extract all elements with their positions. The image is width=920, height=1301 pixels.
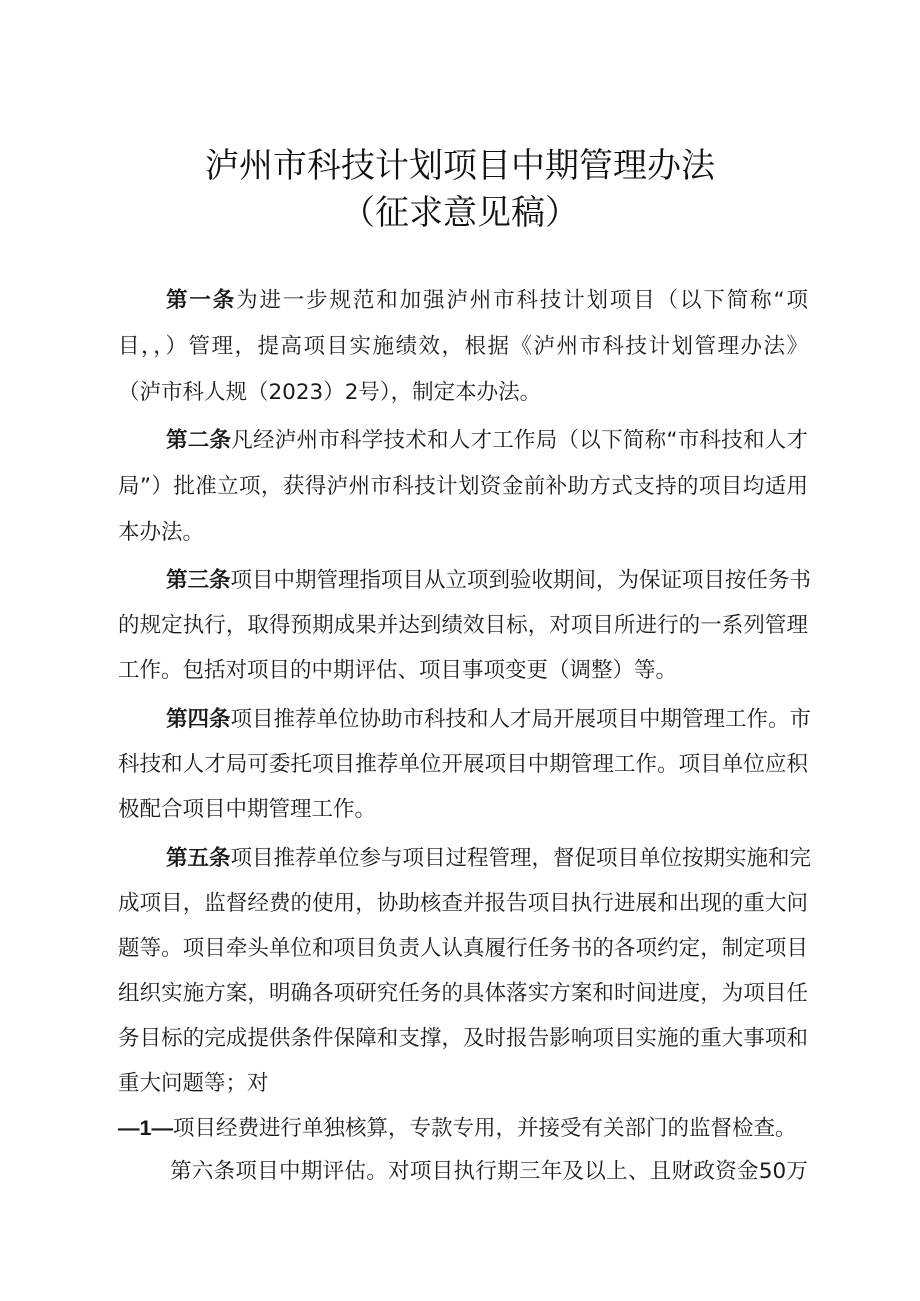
article-3-heading: 第三条 (166, 568, 231, 593)
article-5-heading: 第五条 (166, 846, 231, 871)
article-1-line-2: 目，，）管理，提高项目实施绩效，根据《泸州市科技计划管理办法》 (118, 334, 808, 359)
article-4-line-2: 科技和人才局可委托项目推荐单位开展项目中期管理工作。项目单位应积 (118, 752, 808, 777)
article-4-line-3: 极配合项目中期管理工作。 (118, 797, 377, 822)
article-2-line-3: 本办法。 (118, 520, 205, 545)
page-break-text: 项目经费进行单独核算，专款专用，并接受有关部门的监督检查。 (172, 1116, 797, 1141)
article-5-line-3: 题等。项目牵头单位和项目负责人认真履行任务书的各项约定，制定项目 (118, 936, 808, 961)
article-1-line-3: （泸市科人规（2023）2号），制定本办法。 (118, 380, 542, 405)
article-1-heading: 第一条 (166, 288, 237, 313)
article-5-line-1: 第五条项目推荐单位参与项目过程管理，督促项目单位按期实施和完 (166, 846, 812, 871)
article-3-line-1: 第三条项目中期管理指项目从立项到验收期间，为保证项目按任务书 (166, 568, 812, 593)
article-4-heading: 第四条 (166, 707, 231, 732)
article-6-line-1: 第六条项目中期评估。对项目执行期三年及以上、且财政资金50万 (170, 1159, 808, 1184)
article-5-line-2: 成项目，监督经费的使用，协助核查并报告项目执行进展和出现的重大问 (118, 891, 808, 916)
page-number-marker: —1— (118, 1116, 173, 1140)
article-5-line-6: 重大问题等；对 (118, 1071, 269, 1096)
article-3-line-3: 工作。包括对项目的中期评估、项目事项变更（调整）等。 (118, 658, 678, 683)
article-5-line-4: 组织实施方案，明确各项研究任务的具体落实方案和时间进度，为项目任 (118, 981, 808, 1006)
article-3-line-2: 的规定执行，取得预期成果并达到绩效目标，对项目所进行的一系列管理 (118, 613, 808, 638)
article-2-line-2: 局”）批准立项，获得泸州市科技计划资金前补助方式支持的项目均适用 (118, 474, 808, 499)
article-2-line-1: 第二条凡经泸州市科学技术和人才工作局（以下简称“市科技和人才 (166, 428, 808, 453)
page-break-line (118, 1113, 796, 1144)
document-subtitle: （征求意见稿） (341, 193, 579, 233)
document-title: 泸州市科技计划项目中期管理办法 (205, 146, 715, 186)
article-2-heading: 第二条 (166, 428, 232, 453)
article-5-line-5: 务目标的完成提供条件保障和支撑，及时报告影响项目实施的重大事项和 (118, 1026, 808, 1051)
article-1-line-1: 第一条为进一步规范和加强泸州市科技计划项目（以下简称“项 (166, 288, 808, 313)
article-4-line-1: 第四条项目推荐单位协助市科技和人才局开展项目中期管理工作。市 (166, 707, 812, 732)
